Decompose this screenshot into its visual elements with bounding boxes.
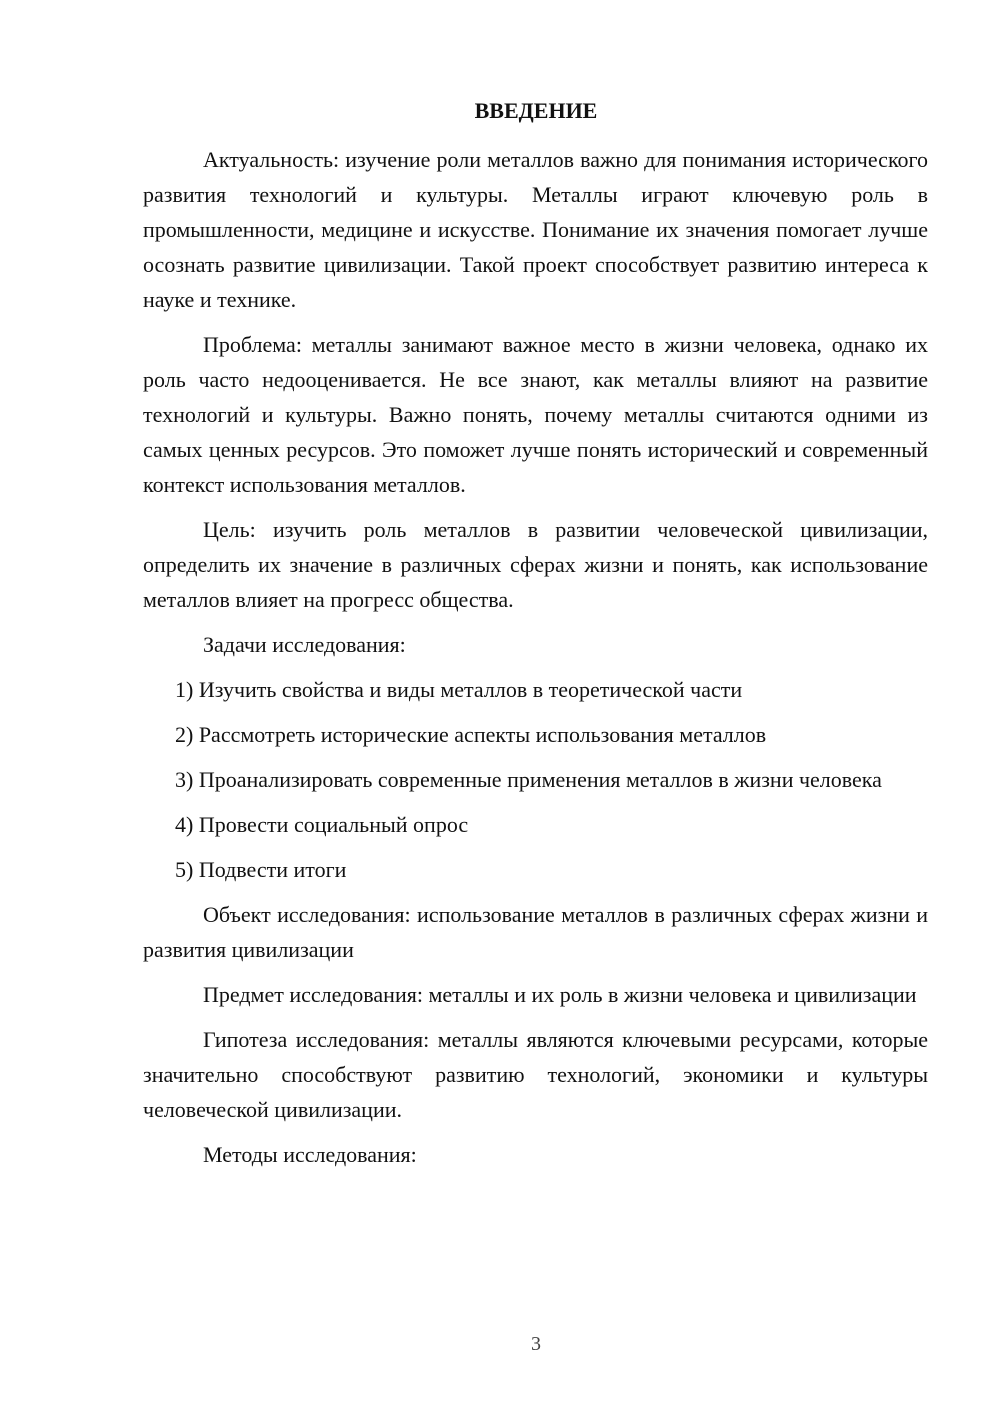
- task-item-1: 1) Изучить свойства и виды металлов в теоретической части: [175, 677, 743, 702]
- paragraph-object: Объект исследования: использование металлов в различных сферах жизни и развития цивилизации: [143, 902, 928, 962]
- task-item-2: 2) Рассмотреть исторические аспекты использования металлов: [175, 722, 767, 747]
- paragraph-relevance: Актуальность: изучение роли металлов важно для понимания исторического развития технологий и культуры. Металлы играют ключевую роль в промышленности, медицине и искусстве. Понимание их значения помогает лучше осознать развитие цивилизации. Такой проект способствует развитию интереса к науке и технике.: [143, 147, 928, 312]
- paragraph-subject: Предмет исследования: металлы и их роль в жизни человека и цивилизации: [203, 982, 917, 1007]
- task-item-3: 3) Проанализировать современные применения металлов в жизни человека: [175, 767, 882, 792]
- paragraph-tasks-heading: Задачи исследования:: [203, 632, 406, 657]
- task-item-5: 5) Подвести итоги: [175, 857, 347, 882]
- task-item-4: 4) Провести социальный опрос: [175, 812, 469, 837]
- paragraph-methods: Методы исследования:: [203, 1142, 417, 1167]
- document-body: [143, 142, 928, 1182]
- section-title: ВВЕДЕНИЕ: [474, 98, 598, 123]
- paragraph-hypothesis: Гипотеза исследования: металлы являются ключевыми ресурсами, которые значительно способствуют развитию технологий, экономики и культуры человеческой цивилизации.: [143, 1027, 928, 1122]
- page-number: 3: [531, 1333, 541, 1355]
- paragraph-goal: Цель: изучить роль металлов в развитии человеческой цивилизации, определить их значение в различных сферах жизни и понять, как использование металлов влияет на прогресс общества.: [143, 517, 928, 612]
- paragraph-problem: Проблема: металлы занимают важное место в жизни человека, однако их роль часто недооценивается. Не все знают, как металлы влияют на развитие технологий и культуры. Важно понять, почему металлы считаются одними из самых ценных ресурсов. Это поможет лучше понять исторический и современный контекст использования металлов.: [143, 332, 928, 497]
